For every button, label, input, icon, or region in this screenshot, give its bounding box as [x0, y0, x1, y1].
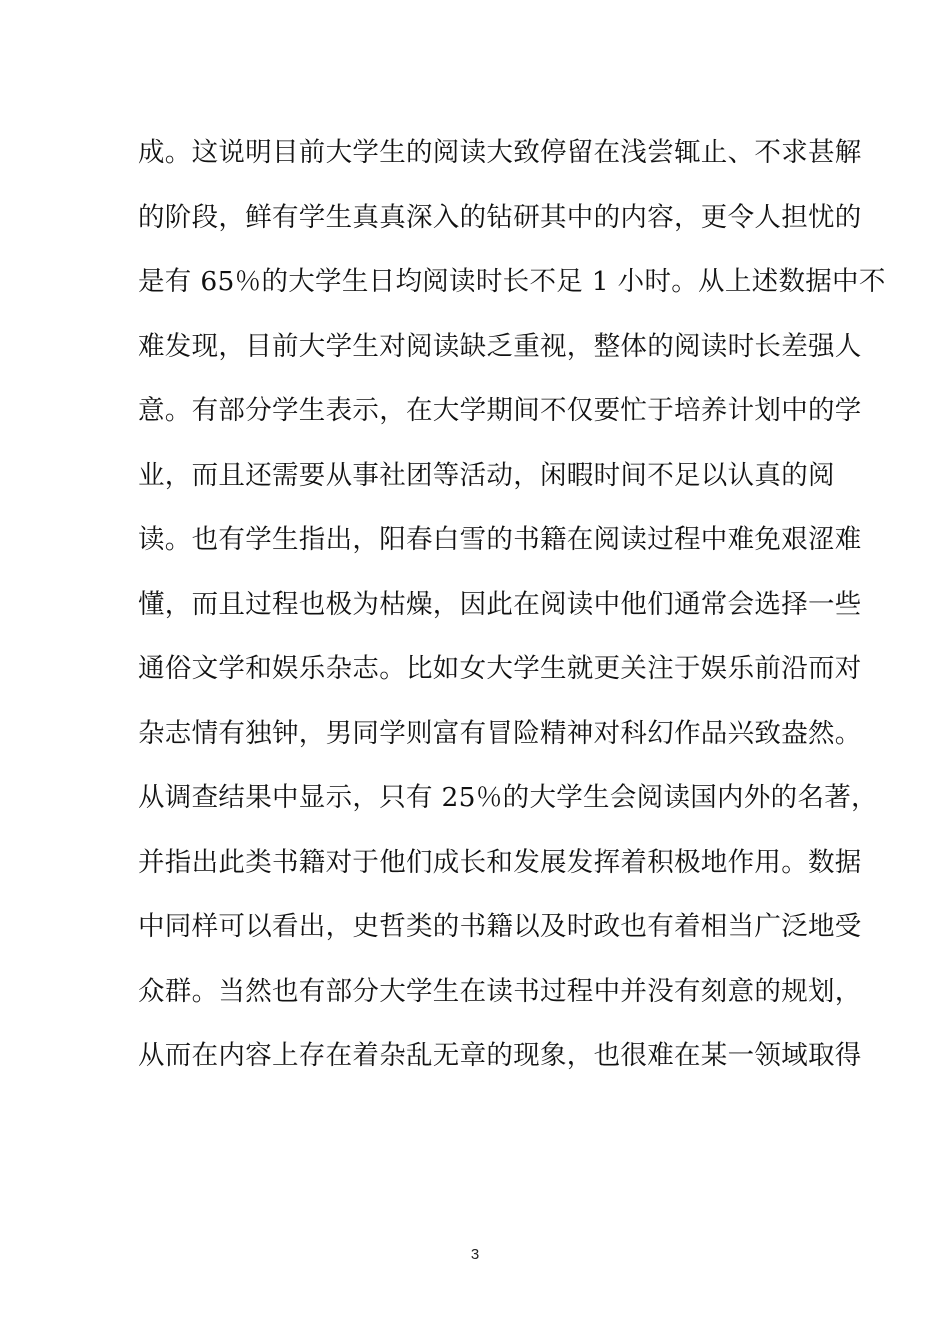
text-line: 从调查结果中显示，只有 25％的大学生会阅读国内外的名著，: [138, 782, 878, 813]
text-line: 中同样可以看出，史哲类的书籍以及时政也有着相当广泛地受: [138, 911, 862, 942]
text-line: 业，而且还需要从事社团等活动，闲暇时间不足以认真的阅: [138, 459, 835, 491]
body-text: [138, 128, 886, 1096]
text-line: 是有 65％的大学生日均阅读时长不足 1 小时。从上述数据中不: [138, 266, 886, 297]
text-line: 并指出此类书籍对于他们成长和发展发挥着积极地作用。数据: [138, 846, 862, 878]
text-line: 从而在内容上存在着杂乱无章的现象，也很难在某一领域取得: [138, 1040, 862, 1071]
text-line: 通俗文学和娱乐杂志。比如女大学生就更关注于娱乐前沿而对: [138, 653, 862, 684]
text-line: 成。这说明目前大学生的阅读大致停留在浅尝辄止、不求甚解: [138, 137, 862, 168]
text-line: 读。也有学生指出，阳春白雪的书籍在阅读过程中难免艰涩难: [138, 524, 862, 555]
text-line: 杂志情有独钟，男同学则富有冒险精神对科幻作品兴致盎然。: [138, 717, 862, 749]
text-line: 难发现，目前大学生对阅读缺乏重视，整体的阅读时长差强人: [138, 330, 862, 362]
text-line: 的阶段，鲜有学生真真深入的钻研其中的内容，更令人担忧的: [138, 201, 862, 233]
text-line: 懂，而且过程也极为枯燥，因此在阅读中他们通常会选择一些: [138, 588, 862, 620]
text-line: 意。有部分学生表示，在大学期间不仅要忙于培养计划中的学: [138, 395, 862, 426]
text-line: 众群。当然也有部分大学生在读书过程中并没有刻意的规划，: [138, 975, 862, 1007]
page-number: 3: [470, 1246, 480, 1263]
